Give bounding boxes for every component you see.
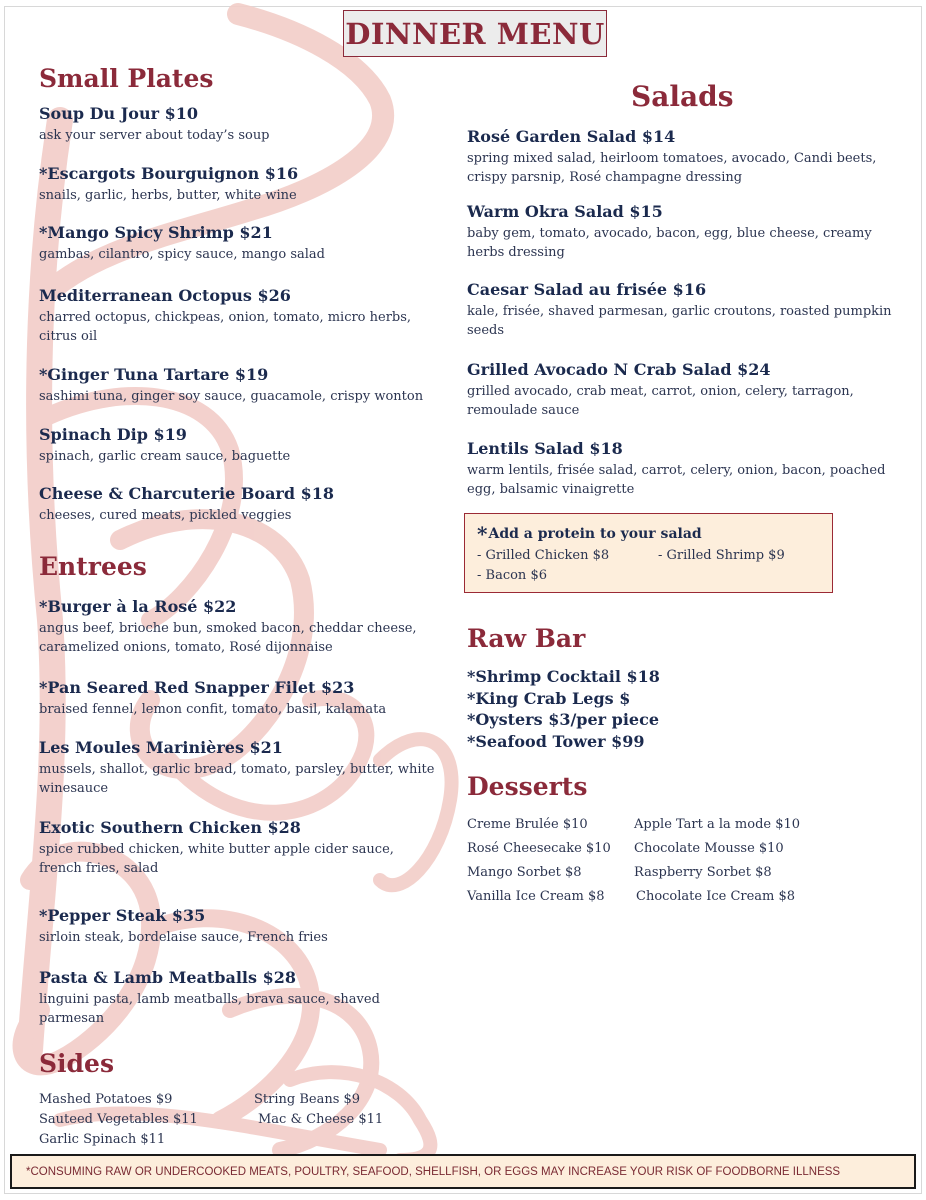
item-desc: braised fennel, lemon confit, tomato, basil, kalamata [39,702,387,717]
item-name: Lentils Salad $18 [467,439,623,458]
raw-bar-item: *Oysters $3/per piece [467,710,660,729]
menu-item [39,286,439,346]
side-item: Garlic Spinach $11 [39,1132,166,1147]
sides-list [39,1090,383,1150]
desserts-list [467,813,800,909]
menu-item [39,678,439,719]
menu-item [39,968,439,1028]
menu-item [39,365,439,406]
side-item: Mashed Potatoes $9 [39,1092,173,1107]
allergy-disclaimer [10,1154,916,1189]
dessert-row [467,837,800,861]
protein-row [477,566,820,586]
raw-bar-list [467,666,660,752]
sides-row [39,1130,383,1150]
raw-bar-item: *King Crab Legs $ [467,688,631,708]
dessert-item: Creme Brulée $10 [467,817,588,832]
dessert-row [467,885,800,909]
protein-option: - Bacon $6 [477,568,547,583]
side-item: Mac & Cheese $11 [258,1112,384,1127]
desserts-heading: Desserts [467,772,588,801]
dessert-item: Mango Sorbet $8 [467,865,582,880]
menu-item [39,484,439,525]
menu-item [39,738,439,798]
item-name: *Pepper Steak $35 [39,906,206,925]
item-name: *Ginger Tuna Tartare $19 [39,365,269,384]
menu-item [39,104,439,145]
item-name: Spinach Dip $19 [39,425,187,444]
item-desc: spring mixed salad, heirloom tomatoes, avocado, Candi beets, crispy parsnip, Rosé champagne dressing [467,151,877,185]
item-desc: ask your server about today’s soup [39,128,270,143]
protein-addon-box [464,513,833,593]
protein-title [477,522,820,546]
item-name: Les Moules Marinières $21 [39,738,283,757]
item-desc: sashimi tuna, ginger soy sauce, guacamole, crispy wonton [39,389,424,404]
item-desc: grilled avocado, crab meat, carrot, onion, celery, tarragon, remoulade sauce [467,384,854,418]
item-desc: baby gem, tomato, avocado, bacon, egg, blue cheese, creamy herbs dressing [467,226,872,260]
protein-option: - Grilled Chicken $8 [477,548,610,563]
menu-item [467,202,897,262]
item-name: Caesar Salad au frisée $16 [467,280,707,299]
dessert-row [467,861,800,885]
menu-item [39,223,439,264]
item-name: Warm Okra Salad $15 [467,202,663,221]
item-name: Mediterranean Octopus $26 [39,286,291,305]
item-desc: warm lentils, frisée salad, carrot, celery, onion, bacon, poached egg, balsamic vinaigrette [467,463,886,497]
item-name: *Escargots Bourguignon $16 [39,164,299,183]
raw-bar-item: *Shrimp Cocktail $18 [467,667,660,686]
dessert-row [467,813,800,837]
menu-item [39,906,439,947]
dessert-item: Apple Tart a la mode $10 [634,817,801,832]
protein-title-text: Add a protein to your salad [488,526,702,542]
raw-bar-heading: Raw Bar [467,624,586,653]
item-name: Rosé Garden Salad $14 [467,127,676,146]
salads-heading: Salads [631,80,734,113]
menu-item [467,280,897,340]
dessert-item: Chocolate Ice Cream $8 [636,889,796,904]
item-desc: sirloin steak, bordelaise sauce, French fries [39,930,328,945]
dessert-item: Chocolate Mousse $10 [634,841,784,856]
menu-item [39,597,439,657]
side-item: String Beans $9 [254,1092,361,1107]
item-desc: snails, garlic, herbs, butter, white wine [39,188,297,203]
item-desc: mussels, shallot, garlic bread, tomato, parsley, butter, white winesauce [39,762,435,796]
menu-item [39,818,439,878]
dessert-item: Raspberry Sorbet $8 [634,865,772,880]
item-desc: linguini pasta, lamb meatballs, brava sauce, shaved parmesan [39,992,380,1026]
menu-item [467,127,897,187]
dessert-item: Rosé Cheesecake $10 [467,841,611,856]
item-desc: kale, frisée, shaved parmesan, garlic croutons, roasted pumpkin seeds [467,304,892,338]
sides-heading: Sides [39,1049,115,1078]
menu-item [39,164,439,205]
item-desc: spice rubbed chicken, white butter apple cider sauce, french fries, salad [39,842,394,876]
raw-bar-item: *Seafood Tower $99 [467,731,645,751]
menu-item [467,360,897,420]
menu-item [39,425,439,466]
protein-option: - Grilled Shrimp $9 [658,548,785,563]
item-desc: angus beef, brioche bun, smoked bacon, cheddar cheese, caramelized onions, tomato, Rosé dijonnaise [39,621,417,655]
item-desc: spinach, garlic cream sauce, baguette [39,449,291,464]
entrees-heading: Entrees [39,552,147,581]
disclaimer-text: *CONSUMING RAW OR UNDERCOOKED MEATS, POULTRY, SEAFOOD, SHELLFISH, OR EGGS MAY INCREASE YOUR RISK OF FOODBORNE ILLNESS [26,1165,841,1178]
item-name: Soup Du Jour $10 [39,104,198,123]
small-plates-heading: Small Plates [39,64,214,93]
item-name: *Burger à la Rosé $22 [39,597,237,616]
sides-row [39,1110,383,1130]
item-desc: gambas, cilantro, spicy sauce, mango salad [39,247,325,262]
item-name: Cheese & Charcuterie Board $18 [39,484,335,503]
item-name: Exotic Southern Chicken $28 [39,818,301,837]
item-name: Pasta & Lamb Meatballs $28 [39,968,296,987]
menu-title: DINNER MENU [345,16,605,51]
asterisk-mark: * [477,522,488,546]
item-desc: charred octopus, chickpeas, onion, tomato, micro herbs, citrus oil [39,310,412,344]
side-item: Sauteed Vegetables $11 [39,1112,198,1127]
item-name: *Mango Spicy Shrimp $21 [39,223,273,242]
item-name: *Pan Seared Red Snapper Filet $23 [39,678,355,697]
menu-title-box [343,10,607,57]
protein-row [477,546,820,566]
dessert-item: Vanilla Ice Cream $8 [467,889,605,904]
menu-item [467,439,897,499]
sides-row [39,1090,383,1110]
item-name: Grilled Avocado N Crab Salad $24 [467,360,771,379]
item-desc: cheeses, cured meats, pickled veggies [39,508,292,523]
